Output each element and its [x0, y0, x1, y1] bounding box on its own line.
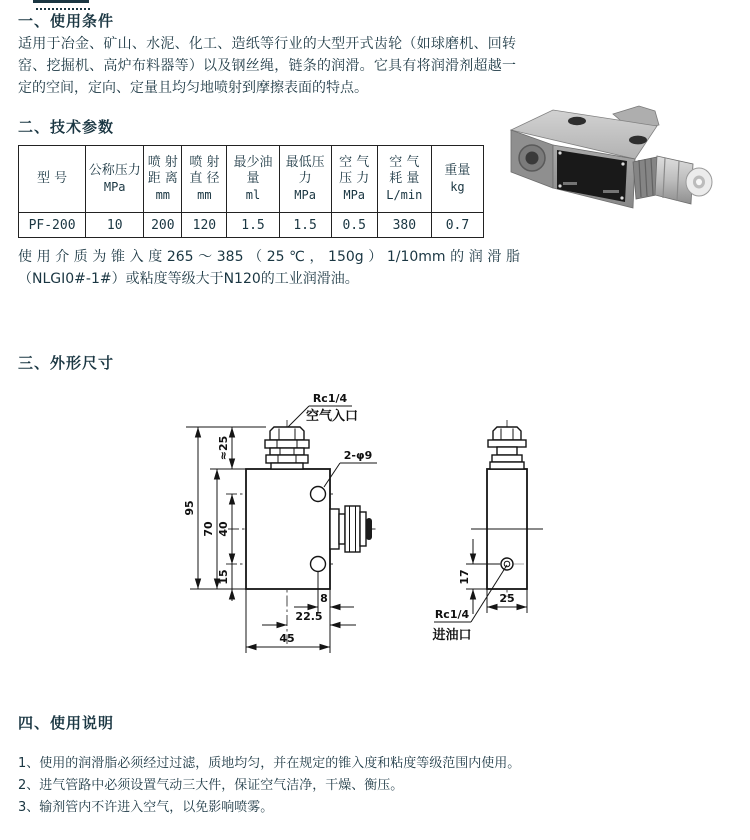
- photo-label-text: [603, 190, 619, 193]
- section1-heading: 一、使用条件: [18, 12, 115, 30]
- table-row: [19, 213, 484, 238]
- usage-item-1: 1、使用的润滑脂必须经过过滤，质地均匀，并在规定的锥入度和粘度等级范围内使用。: [18, 756, 521, 771]
- air-inlet-label: 空气入口: [305, 409, 359, 424]
- dim-17: 17: [458, 569, 471, 585]
- cell-weight: 0.7: [431, 213, 483, 238]
- photo-label-text: [563, 182, 577, 185]
- oil-inlet-thread-label: Rc1/4: [434, 608, 470, 621]
- cell-nominal-pressure: 10: [86, 213, 144, 238]
- cell-model: PF-200: [19, 213, 86, 238]
- photo-screw: [558, 184, 561, 187]
- photo-screw: [621, 162, 624, 165]
- photo-top-hole-right: [629, 136, 647, 145]
- col-min-pressure: 最低压力 MPa: [279, 146, 331, 213]
- col-air-consumption: 空 气 耗 量 L/min: [377, 146, 431, 213]
- photo-screw: [620, 196, 623, 199]
- oil-inlet-label: 进油口: [432, 628, 472, 643]
- col-nominal-pressure: 公称压力 MPa: [86, 146, 144, 213]
- dim-45: 45: [279, 632, 295, 645]
- section1-body: 适用于冶金、矿山、水泥、化工、造纸等行业的大型开式齿轮（如球磨机、回转窑、挖掘机、高炉布料器等）以及钢丝绳，链条的润滑。它具有将润滑剂超越一定的空间，定向、定量且均匀地喷射到摩擦表面的特点。: [18, 36, 516, 96]
- cell-spray-diameter: 120: [182, 213, 227, 238]
- section4-heading: 四、使用说明: [18, 714, 115, 732]
- dim-95: 95: [183, 500, 196, 516]
- section2-note: 使用介质为锥入度265～385（25℃，150g）1/10mm的润滑脂（NLGI0#-1#）或粘度等级大于N120的工业润滑油。: [18, 249, 520, 287]
- dim-70: 70: [202, 521, 215, 537]
- air-inlet-thread-label: Rc1/4: [312, 392, 348, 405]
- dim-approx-25: ≈25: [217, 435, 230, 461]
- col-spray-diameter: 喷 射 直 径 mm: [182, 146, 227, 213]
- col-weight: 重量 kg: [431, 146, 483, 213]
- dim-15: 15: [217, 569, 230, 585]
- front-view: [183, 392, 377, 653]
- col-spray-distance: 喷 射 距 离 mm: [144, 146, 182, 213]
- cell-air-consumption: 380: [377, 213, 431, 238]
- section3-heading: 三、外形尺寸: [18, 354, 115, 372]
- col-air-pressure: 空 气 压 力 MPa: [331, 146, 377, 213]
- photo-screw: [558, 151, 561, 154]
- product-photo: [505, 100, 713, 218]
- photo-top-hole-left: [568, 117, 586, 125]
- dim-40: 40: [217, 521, 230, 537]
- photo-port-hole: [526, 152, 539, 165]
- section2-heading: 二、技术参数: [18, 118, 115, 136]
- outline-dimension-drawing: [170, 382, 640, 692]
- table-header-row: [19, 146, 484, 213]
- dim-8: 8: [320, 592, 328, 605]
- usage-item-3: 3、输剂管内不许进入空气，以免影响喷雾。: [18, 800, 274, 815]
- spec-table: [18, 145, 484, 238]
- col-model: 型 号: [19, 146, 86, 213]
- dim-22-5: 22.5: [295, 610, 323, 623]
- col-min-oil: 最少油量 ml: [227, 146, 279, 213]
- cell-min-pressure: 1.5: [279, 213, 331, 238]
- photo-nozzle-hole: [696, 179, 702, 185]
- cell-spray-distance: 200: [144, 213, 182, 238]
- clipped-text-artifact: [33, 0, 89, 3]
- cell-min-oil: 1.5: [227, 213, 279, 238]
- dim-25: 25: [499, 592, 515, 605]
- holes-label: 2-φ9: [343, 449, 373, 462]
- usage-item-2: 2、进气管路中必须设置气动三大件，保证空气洁净，干燥、衡压。: [18, 778, 404, 793]
- side-view: [432, 420, 543, 643]
- cell-air-pressure: 0.5: [331, 213, 377, 238]
